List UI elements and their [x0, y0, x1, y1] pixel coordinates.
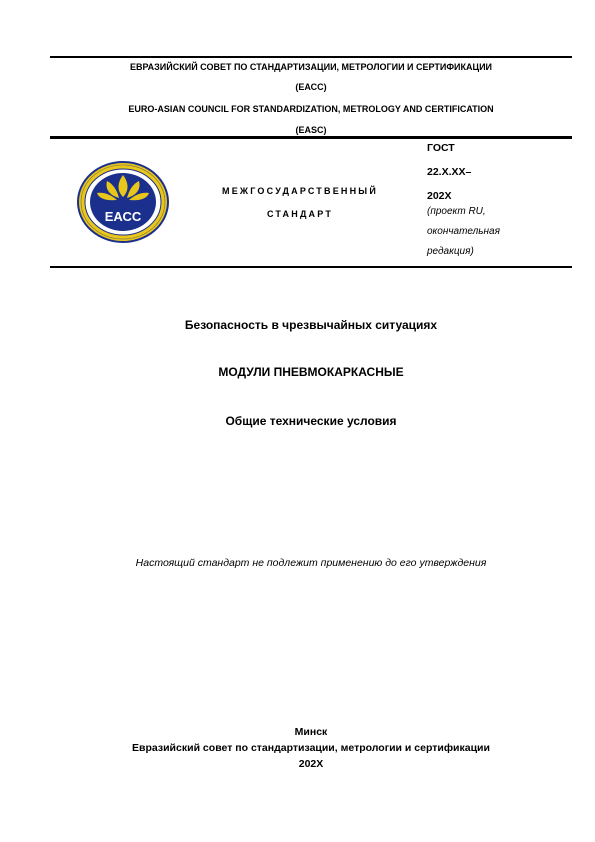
draft-status-line2: окончательная	[427, 226, 500, 237]
gost-number: 22.Х.ХХ–	[427, 166, 472, 178]
header-top-rule	[50, 56, 572, 58]
council-name-en: EURO-ASIAN COUNCIL FOR STANDARDIZATION, METROLOGY AND CERTIFICATION	[128, 104, 494, 114]
document-topic: Безопасность в чрезвычайных ситуациях	[184, 318, 438, 332]
draft-status-line1: (проект RU,	[427, 206, 486, 217]
footer-publisher: Евразийский совет по стандартизации, метрологии и сертификации	[132, 742, 490, 754]
approval-notice: Настоящий стандарт не подлежит применению до его утверждения	[135, 557, 487, 569]
gost-label: ГОСТ	[427, 142, 455, 154]
gost-year: 202Х	[427, 190, 452, 202]
standard-type-line2: СТАНДАРТ	[266, 209, 334, 219]
header-bottom-rule	[50, 266, 572, 268]
council-abbr-ru: (ЕАСС)	[295, 82, 327, 92]
standard-type-line1: МЕЖГОСУДАРСТВЕННЫЙ	[222, 186, 378, 196]
svg-text:ЕАСС: ЕАСС	[104, 209, 142, 224]
draft-status-line3: редакция)	[427, 246, 474, 257]
document-title: МОДУЛИ ПНЕВМОКАРКАСНЫЕ	[218, 365, 404, 379]
footer-year: 202Х	[298, 758, 324, 770]
council-abbr-en: (EASC)	[295, 125, 327, 135]
header-mid-rule	[50, 136, 572, 139]
easc-logo	[77, 161, 169, 243]
easc-emblem-icon	[77, 161, 169, 243]
council-name-ru: ЕВРАЗИЙСКИЙ СОВЕТ ПО СТАНДАРТИЗАЦИИ, МЕТРОЛОГИИ И СЕРТИФИКАЦИИ	[129, 62, 493, 72]
footer-city: Минск	[294, 726, 328, 738]
document-subtitle: Общие технические условия	[225, 414, 397, 428]
